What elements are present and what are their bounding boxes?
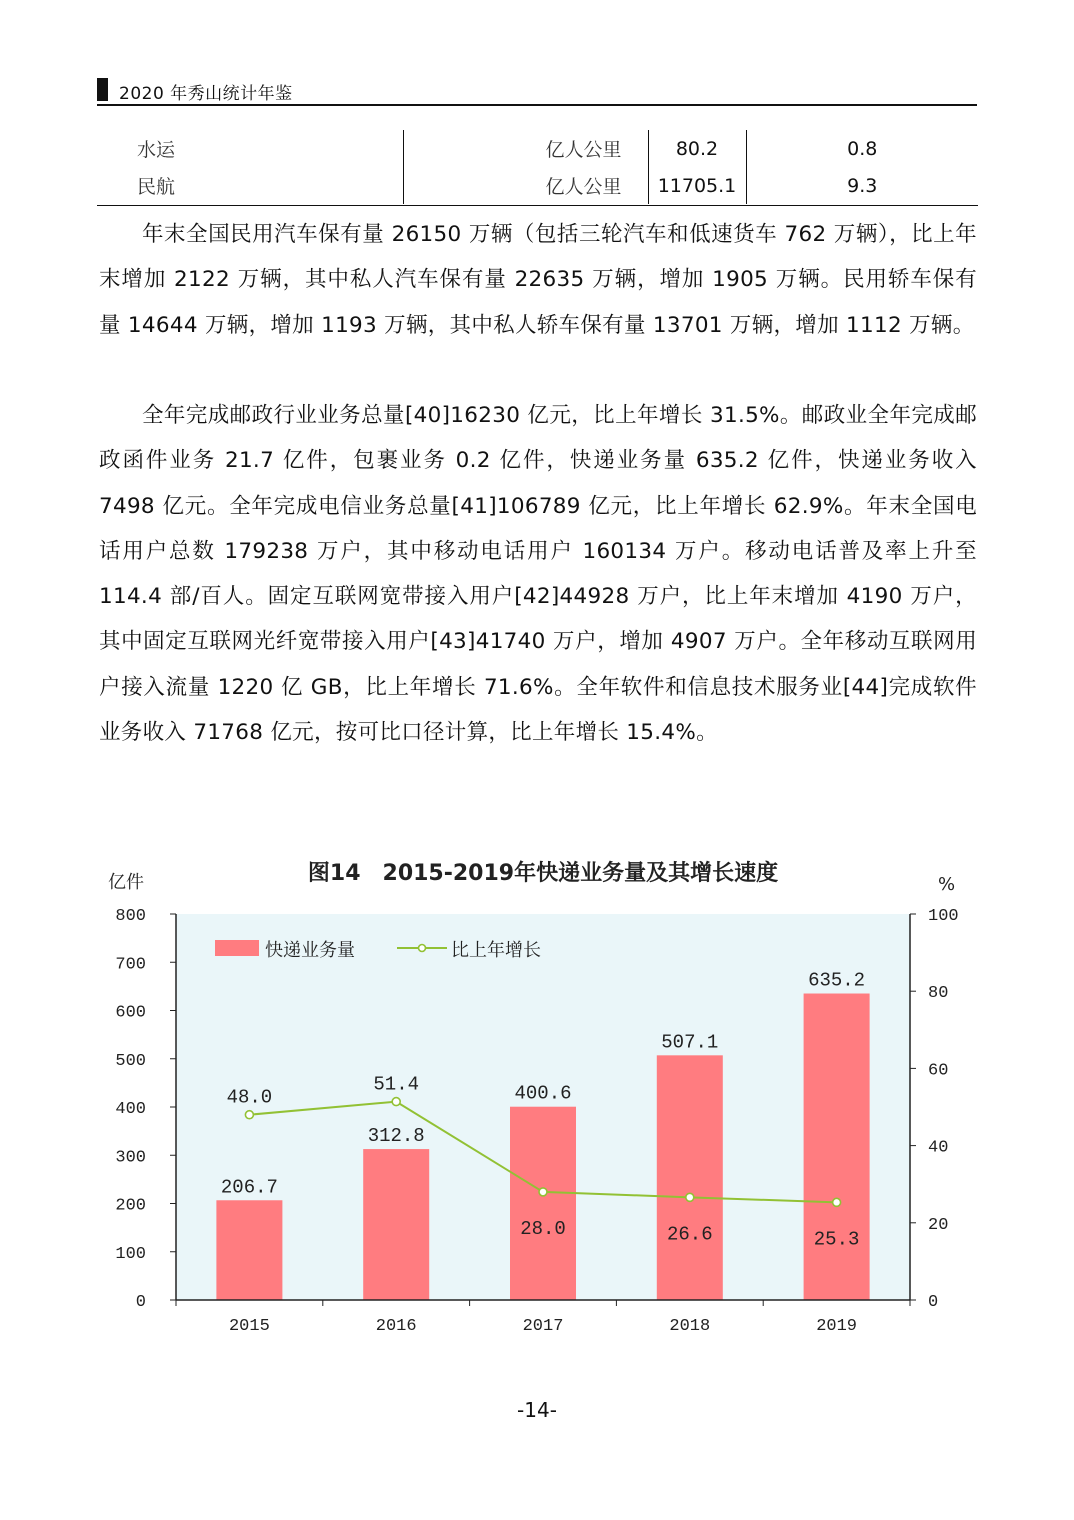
legend-line-label: 比上年增长 (451, 940, 541, 961)
table-row (97, 167, 978, 204)
bar-2019 (804, 994, 870, 1300)
bar-2016 (363, 1149, 429, 1300)
y-right-tick-label: 100 (928, 907, 959, 926)
bar-value-label: 635.2 (808, 969, 866, 992)
paragraph-vehicles: 年末全国民用汽车保有量 26150 万辆（包括三轮汽车和低速货车 762 万辆），比上年末增加 2122 万辆，其中私人汽车保有量 22635 万辆，增加 1905 万辆。民用轿车保有量 14644 万辆，增加 1193 万辆，其中私人轿车保有量 13701 万辆，增加 1112 万辆。 (99, 222, 977, 338)
page-header (97, 76, 977, 106)
header-title: 2020 年秀山统计年鉴 (119, 84, 293, 104)
paragraph-postal-telecom: 全年完成邮政行业业务总量[40]16230 亿元，比上年增长 31.5%。邮政业全年完成邮政函件业务 21.7 亿件，包裹业务 0.2 亿件，快递业务量 635.2 亿件，快递业务收入 7498 亿元。全年完成电信业务总量[41]106789 亿元，比上年增长 62.9%。年末全国电话用户总数 179238 万户，其中移动电话用户 160134 万户。移动电话普及率上升至 114.4 部/百人。固定互联网宽带接入用户[42]44928 万户，比上年末增加 4190 万户，其中固定互联网光纤宽带接入用户[43]41740 万户，增加 4907 万户。全年移动互联网用户接入流量 1220 亿 GB，比上年增长 71.6%。全年软件和信息技术服务业[44]完成软件业务收入 71768 亿元，按可比口径计算，比上年增长 15.4%。 (99, 403, 977, 746)
y-left-tick-label: 0 (135, 1293, 146, 1312)
y-right-tick-label: 80 (928, 984, 949, 1004)
bar-2017 (510, 1107, 576, 1300)
y-left-tick-label: 400 (115, 1100, 146, 1119)
growth-value-label: 51.4 (373, 1073, 420, 1096)
x-tick-label: 2018 (669, 1317, 711, 1336)
y-left-tick-label: 600 (115, 1003, 146, 1023)
bar-value-label: 312.8 (367, 1125, 425, 1148)
growth-point-2016 (392, 1098, 400, 1106)
chart-svg (95, 850, 975, 1350)
growth-point-2017 (539, 1188, 547, 1196)
y-left-tick-label: 200 (115, 1196, 146, 1216)
transport-table (97, 130, 978, 204)
y-left-tick-label: 100 (115, 1244, 146, 1264)
table-row (97, 130, 978, 167)
header-bar-mark (97, 78, 108, 101)
growth-point-2019 (833, 1198, 841, 1206)
y-left-tick-label: 700 (115, 955, 146, 975)
bar-value-label: 206.7 (220, 1176, 278, 1199)
bar-value-label: 400.6 (514, 1082, 572, 1105)
y-right-tick-label: 0 (928, 1293, 939, 1312)
x-tick-label: 2016 (375, 1317, 417, 1336)
growth-value-label: 48.0 (226, 1086, 273, 1109)
bar-2015 (216, 1200, 282, 1300)
y-right-tick-label: 40 (928, 1138, 949, 1158)
express-delivery-chart (95, 850, 975, 1350)
y-left-tick-label: 300 (115, 1148, 146, 1168)
x-tick-label: 2017 (522, 1317, 564, 1336)
bar-2018 (657, 1055, 723, 1300)
row-growth: 0.8 (746, 130, 978, 167)
row-unit: 亿人公里 (403, 130, 648, 167)
table-bottom-rule (97, 205, 978, 206)
x-tick-label: 2015 (228, 1317, 270, 1336)
page-number: -14- (517, 1398, 557, 1422)
growth-value-label: 25.3 (813, 1228, 860, 1251)
y-left-tick-label: 500 (115, 1051, 146, 1071)
row-value: 80.2 (648, 130, 746, 167)
y-left-axis-label: 亿件 (108, 872, 144, 893)
y-left-tick-label: 800 (115, 907, 146, 926)
y-right-tick-label: 20 (928, 1215, 949, 1235)
growth-point-2018 (686, 1193, 694, 1201)
x-tick-label: 2019 (816, 1317, 858, 1336)
row-name: 民航 (137, 176, 176, 198)
bar-value-label: 507.1 (661, 1031, 719, 1054)
legend-bar-swatch (215, 940, 259, 956)
legend-bar-label: 快递业务量 (265, 940, 355, 961)
growth-value-label: 26.6 (666, 1223, 713, 1246)
row-unit: 亿人公里 (403, 167, 648, 204)
row-growth: 9.3 (746, 167, 978, 204)
y-right-tick-label: 60 (928, 1061, 949, 1081)
growth-point-2015 (245, 1111, 253, 1119)
row-name: 水运 (137, 139, 176, 161)
chart-title: 图14 2015-2019年快递业务量及其增长速度 (307, 861, 779, 886)
row-value: 11705.1 (648, 167, 746, 204)
y-right-axis-label: % (938, 874, 956, 895)
growth-value-label: 28.0 (520, 1217, 566, 1240)
legend-line-marker (419, 945, 426, 952)
